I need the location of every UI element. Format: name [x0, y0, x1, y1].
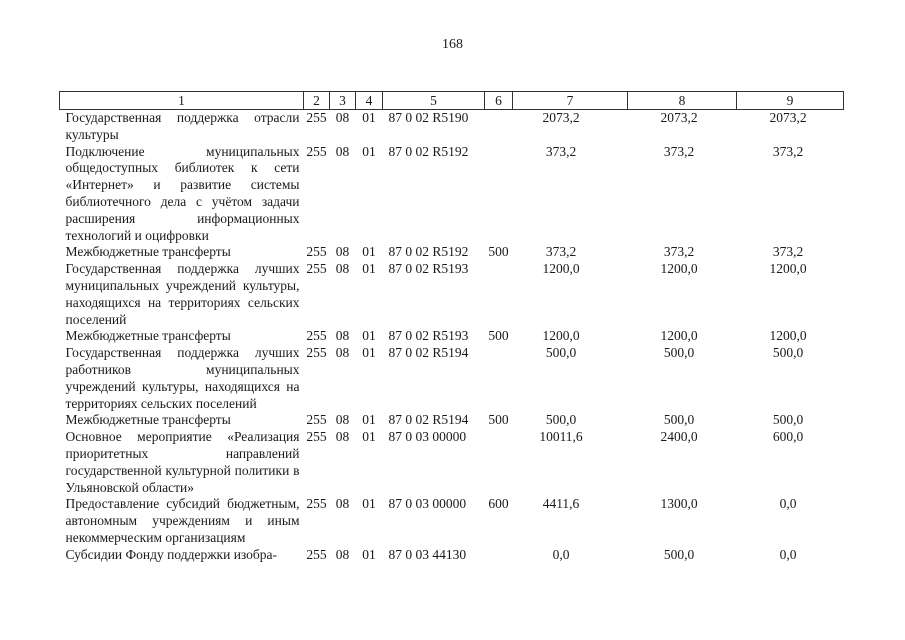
- header-col-6: 6: [485, 92, 513, 110]
- row-value-8: 2073,2: [660, 110, 698, 125]
- table-row: [60, 496, 844, 546]
- row-name: Основное мероприятие «Реализация приоритетных направлений государственной культурной политики в Ульяновской области»: [65, 429, 300, 495]
- row-col-3: 08: [335, 328, 350, 344]
- row-code: 87 0 02 R5192: [388, 244, 469, 260]
- row-value-9: 1200,0: [769, 328, 807, 344]
- row-value-9: 1200,0: [769, 261, 807, 277]
- row-value-7: 1200,0: [542, 328, 580, 344]
- row-value-9: 600,0: [772, 429, 804, 445]
- row-col-2: 255: [306, 261, 327, 277]
- table-body: [60, 110, 844, 564]
- row-name: Предоставление субсидий бюджетным, автономным учреждениям и иным некоммерческим организациям: [65, 496, 300, 545]
- row-col-6: 600: [488, 496, 509, 512]
- row-value-8: 373,2: [663, 244, 695, 260]
- header-col-5: 5: [383, 92, 485, 110]
- row-col-2: 255: [306, 412, 327, 428]
- row-name: Государственная поддержка отрасли культуры: [65, 110, 300, 142]
- table-row: [60, 244, 844, 261]
- row-col-3: 08: [335, 496, 350, 512]
- table-row: [60, 547, 844, 564]
- table-row: [60, 412, 844, 429]
- row-value-8: 1200,0: [660, 328, 698, 344]
- header-col-4: 4: [356, 92, 383, 110]
- row-col-2: 255: [306, 328, 327, 344]
- row-value-9: 2073,2: [769, 110, 807, 125]
- table-header: [60, 92, 844, 110]
- row-code: 87 0 03 00000: [388, 429, 467, 445]
- row-col-3: 08: [335, 412, 350, 428]
- row-name: Субсидии Фонду поддержки изобра-: [65, 546, 278, 562]
- row-col-3: 08: [335, 345, 350, 361]
- table-row: [60, 110, 844, 144]
- row-value-8: 500,0: [663, 546, 695, 562]
- row-name: Государственная поддержка лучших муниципальных учреждений культуры, находящихся на территориях сельских поселений: [65, 261, 300, 327]
- row-code: 87 0 02 R5193: [388, 261, 469, 277]
- row-value-8: 1200,0: [660, 261, 698, 277]
- row-col-2: 255: [306, 496, 327, 512]
- row-value-9: 500,0: [772, 345, 804, 361]
- header-col-3: 3: [330, 92, 356, 110]
- row-col-3: 08: [335, 244, 350, 260]
- header-col-2: 2: [304, 92, 330, 110]
- header-row: [60, 92, 844, 110]
- row-col-3: 08: [335, 261, 350, 277]
- row-value-9: 373,2: [772, 244, 804, 260]
- row-code: 87 0 02 R5194: [388, 412, 469, 428]
- row-col-4: 01: [362, 345, 376, 361]
- row-name: Межбюджетные трансферты: [65, 328, 231, 344]
- header-col-1: 1: [60, 92, 304, 110]
- row-col-4: 01: [362, 429, 376, 445]
- row-col-4: 01: [362, 110, 376, 125]
- row-col-2: 255: [306, 110, 327, 125]
- budget-table: [59, 91, 844, 564]
- row-value-8: 500,0: [663, 412, 695, 428]
- row-col-6: [485, 110, 513, 144]
- row-value-9: 373,2: [772, 143, 804, 159]
- row-name: Межбюджетные трансферты: [65, 412, 231, 428]
- row-code: 87 0 03 44130: [388, 546, 467, 562]
- row-col-4: 01: [362, 328, 376, 344]
- row-col-4: 01: [362, 244, 376, 260]
- row-col-6: [485, 144, 513, 245]
- row-col-6: 500: [488, 244, 509, 260]
- header-col-8: 8: [628, 92, 737, 110]
- row-col-6: [485, 547, 513, 564]
- row-value-7: 2073,2: [542, 110, 580, 125]
- row-code: 87 0 02 R5193: [388, 328, 469, 344]
- row-value-8: 500,0: [663, 345, 695, 361]
- row-col-4: 01: [362, 496, 376, 512]
- row-value-7: 373,2: [545, 143, 577, 159]
- row-col-6: 500: [488, 328, 509, 344]
- row-code: 87 0 02 R5192: [388, 143, 469, 159]
- page-number: 168: [442, 37, 463, 52]
- row-value-7: 500,0: [545, 345, 577, 361]
- row-col-4: 01: [362, 546, 376, 562]
- row-name: Государственная поддержка лучших работников муниципальных учреждений культуры, находящихся на территориях сельских поселений: [65, 345, 300, 411]
- row-col-4: 01: [362, 143, 376, 159]
- row-value-9: 0,0: [779, 546, 797, 562]
- row-value-7: 4411,6: [542, 496, 580, 512]
- row-col-4: 01: [362, 412, 376, 428]
- row-value-7: 373,2: [545, 244, 577, 260]
- header-col-9: 9: [737, 92, 844, 110]
- row-col-2: 255: [306, 345, 327, 361]
- table-row: [60, 261, 844, 328]
- row-value-8: 2400,0: [660, 429, 698, 445]
- row-col-2: 255: [306, 429, 327, 445]
- row-col-2: 255: [306, 244, 327, 260]
- row-name: Межбюджетные трансферты: [65, 244, 231, 260]
- row-value-8: 1300,0: [660, 496, 698, 512]
- row-col-6: [485, 261, 513, 328]
- row-code: 87 0 02 R5194: [388, 345, 469, 361]
- row-col-6: [485, 345, 513, 412]
- row-col-2: 255: [306, 143, 327, 159]
- row-col-3: 08: [335, 429, 350, 445]
- row-col-3: 08: [335, 546, 350, 562]
- row-value-9: 0,0: [779, 496, 797, 512]
- row-col-2: 255: [306, 546, 327, 562]
- row-value-7: 0,0: [552, 546, 570, 562]
- header-col-7: 7: [513, 92, 628, 110]
- row-value-8: 373,2: [663, 143, 695, 159]
- row-col-3: 08: [335, 110, 350, 125]
- row-code: 87 0 02 R5190: [388, 110, 469, 125]
- table-row: [60, 429, 844, 496]
- row-value-7: 500,0: [545, 412, 577, 428]
- row-value-7: 10011,6: [539, 429, 583, 445]
- row-code: 87 0 03 00000: [388, 496, 467, 512]
- table-row: [60, 328, 844, 345]
- row-value-7: 1200,0: [542, 261, 580, 277]
- row-col-6: 500: [488, 412, 509, 428]
- row-value-9: 500,0: [772, 412, 804, 428]
- table-row: [60, 144, 844, 245]
- row-col-3: 08: [335, 143, 350, 159]
- row-col-4: 01: [362, 261, 376, 277]
- table-row: [60, 345, 844, 412]
- row-name: Подключение муниципальных общедоступных библиотек к сети «Интернет» и развитие системы библиотечного дела с учётом задачи расширения информационных технологий и оцифровки: [65, 143, 300, 243]
- row-col-6: [485, 429, 513, 496]
